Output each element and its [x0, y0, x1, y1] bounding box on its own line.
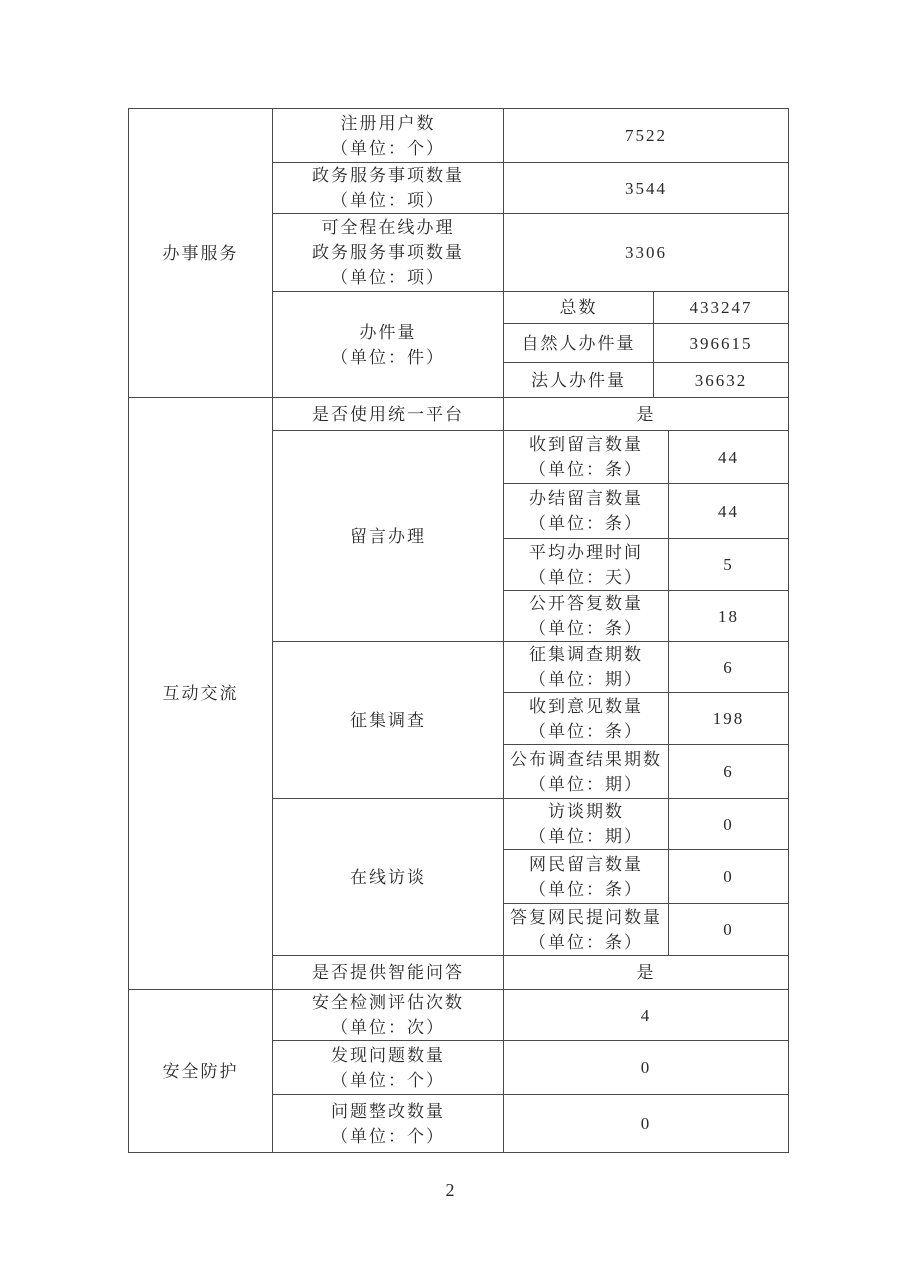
cell-opinions-received-label [504, 693, 669, 745]
group-security-label: 安全防护 [162, 1061, 239, 1081]
row-label: 公布调查结果期数 [510, 749, 662, 769]
cell-netizen-question-replies-label [504, 904, 669, 956]
cell-registered-users-label [273, 109, 504, 163]
row-unit: （单位：条） [529, 879, 643, 899]
row-unit: （单位：天） [529, 567, 643, 587]
row-label: 政务服务事项数量 [312, 166, 464, 185]
cell-problems-rectified-label [273, 1095, 504, 1153]
cell-survey-periods-label [504, 642, 669, 693]
row-unit: （单位：条） [529, 721, 643, 741]
cell-messages-received-label [504, 431, 669, 484]
cell-service-items-value: 3544 [504, 163, 789, 214]
row-unit: （单位：项） [331, 268, 445, 287]
row-label: 办结留言数量 [529, 489, 643, 508]
cell-smart-qa-value: 是 [504, 956, 789, 990]
row-label: 发现问题数量 [331, 1045, 445, 1065]
cell-case-natural-person-value: 396615 [654, 324, 789, 363]
row-unit: （单位：条） [529, 460, 643, 479]
cell-service-items-label [273, 163, 504, 214]
row-unit: （单位：期） [529, 827, 643, 846]
row-label: 网民留言数量 [529, 854, 643, 874]
cell-subgroup-online-interview [273, 799, 504, 956]
cell-subgroup-survey [273, 642, 504, 799]
cell-messages-completed-value: 44 [669, 484, 789, 539]
row-label: 安全检测评估次数 [312, 993, 464, 1012]
cell-group-service [129, 109, 273, 398]
cell-unified-platform-label: 是否使用统一平台 [273, 398, 504, 431]
cell-problems-found-value: 0 [504, 1041, 789, 1095]
cell-problems-found-label [273, 1041, 504, 1095]
cell-case-total-label: 总数 [504, 292, 654, 324]
row-unit: （单位：个） [331, 1070, 445, 1090]
cell-survey-periods-value: 6 [669, 642, 789, 693]
cell-unified-platform-value: 是 [504, 398, 789, 431]
row-label: 问题整改数量 [331, 1101, 445, 1121]
cell-messages-received-value: 44 [669, 431, 789, 484]
page-number: 2 [445, 1180, 455, 1200]
cell-group-security [129, 990, 273, 1153]
row-unit: （单位：条） [529, 932, 643, 952]
cell-messages-completed-label [504, 484, 669, 539]
row-label: 政务服务事项数量 [312, 243, 464, 262]
cell-interview-periods-label [504, 799, 669, 850]
row-label: 平均办理时间 [529, 542, 643, 562]
cell-registered-users-value: 7522 [504, 109, 789, 163]
row-label: 访谈期数 [548, 802, 624, 821]
row-label: 收到意见数量 [529, 696, 643, 716]
row-unit: （单位：项） [331, 191, 445, 210]
cell-group-interaction [129, 398, 273, 990]
row-label: 注册用户数 [340, 113, 436, 133]
cell-public-replies-label [504, 591, 669, 642]
cell-full-online-items-value: 3306 [504, 214, 789, 292]
cell-problems-rectified-value: 0 [504, 1095, 789, 1153]
row-label: 公开答复数量 [529, 594, 643, 613]
cell-avg-handle-days-value: 5 [669, 539, 789, 591]
cell-case-natural-person-label: 自然人办件量 [504, 324, 654, 363]
cell-case-legal-person-label: 法人办件量 [504, 363, 654, 398]
subgroup-label: 办件量 [359, 322, 417, 342]
cell-netizen-messages-value: 0 [669, 850, 789, 904]
row-unit: （单位：期） [529, 774, 643, 794]
row-unit: （单位：条） [529, 619, 643, 638]
row-label: 收到留言数量 [529, 435, 643, 454]
cell-opinions-received-value: 198 [669, 693, 789, 745]
cell-full-online-items-label [273, 214, 504, 292]
cell-case-total-value: 433247 [654, 292, 789, 324]
cell-public-replies-value: 18 [669, 591, 789, 642]
cell-subgroup-case-volume [273, 292, 504, 398]
row-unit: （单位：个） [331, 1126, 445, 1146]
cell-survey-results-published-label [504, 745, 669, 799]
report-table [128, 108, 789, 1153]
group-service-label: 办事服务 [162, 243, 239, 263]
subgroup-unit: （单位：件） [331, 347, 445, 367]
cell-security-assessments-value: 4 [504, 990, 789, 1041]
cell-netizen-question-replies-value: 0 [669, 904, 789, 956]
cell-netizen-messages-label [504, 850, 669, 904]
subgroup-label: 在线访谈 [350, 867, 426, 887]
row-unit: （单位：次） [331, 1018, 445, 1037]
group-interaction-label: 互动交流 [162, 684, 239, 703]
subgroup-label: 留言办理 [350, 526, 426, 546]
cell-case-legal-person-value: 36632 [654, 363, 789, 398]
subgroup-label: 征集调查 [350, 710, 426, 730]
cell-security-assessments-label [273, 990, 504, 1041]
cell-smart-qa-label: 是否提供智能问答 [273, 956, 504, 990]
row-unit: （单位：个） [331, 138, 445, 158]
row-label: 答复网民提问数量 [510, 907, 662, 927]
row-unit: （单位：期） [529, 670, 643, 689]
cell-interview-periods-value: 0 [669, 799, 789, 850]
row-label: 征集调查期数 [529, 645, 643, 664]
cell-survey-results-published-value: 6 [669, 745, 789, 799]
row-label: 可全程在线办理 [321, 218, 455, 237]
cell-subgroup-message-handling [273, 431, 504, 642]
cell-avg-handle-days-label [504, 539, 669, 591]
row-unit: （单位：条） [529, 514, 643, 533]
